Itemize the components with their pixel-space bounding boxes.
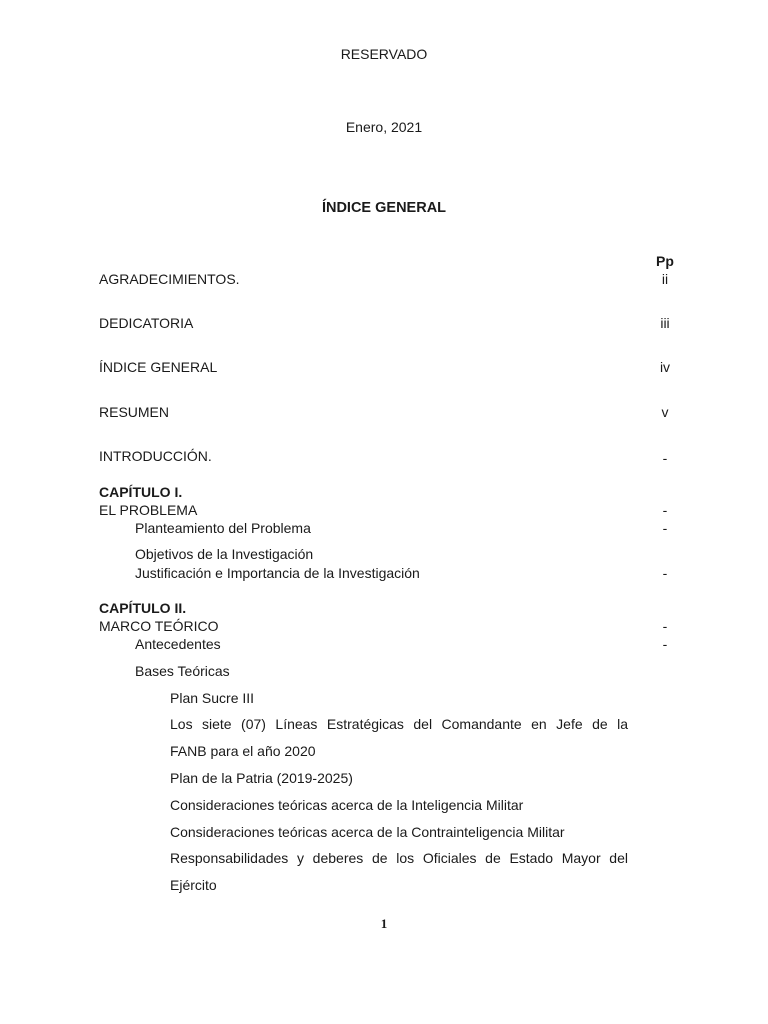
toc-subentry-label: Planteamiento del Problema: [135, 520, 311, 536]
page-number: 1: [380, 916, 388, 931]
toc-entry-page: iii: [660, 315, 670, 331]
chapter-number: CAPÍTULO I.: [99, 484, 183, 500]
toc-subentry-page: -: [662, 520, 668, 536]
toc-entry-page: iv: [659, 359, 671, 375]
toc-entry-label: INTRODUCCIÓN.: [99, 448, 212, 464]
toc-entry-page: v: [661, 404, 669, 420]
toc-subsubentry-label: Plan de la Patria (2019-2025): [170, 770, 353, 786]
chapter-title-page: -: [662, 618, 668, 634]
toc-subentry-label: Objetivos de la Investigación: [135, 546, 314, 562]
chapter-number: CAPÍTULO II.: [99, 600, 187, 616]
toc-subsubentry-label: Plan Sucre III: [170, 690, 255, 706]
toc-subentry-page: -: [662, 636, 668, 652]
toc-subsubentry-label: Ejército: [170, 877, 217, 893]
toc-entry-label: DEDICATORIA: [99, 315, 194, 331]
document-date: Enero, 2021: [345, 119, 423, 135]
classification-label: RESERVADO: [340, 46, 428, 62]
chapter-title: MARCO TEÓRICO: [99, 618, 219, 634]
toc-subentry-label: Bases Teóricas: [135, 663, 230, 679]
chapter-title: EL PROBLEMA: [99, 502, 198, 518]
toc-subsubentry-label: Consideraciones teóricas acerca de la Inteligencia Militar: [170, 797, 524, 813]
toc-subsubentry-label: Consideraciones teóricas acerca de la Contrainteligencia Militar: [170, 824, 565, 840]
toc-entry-label: ÍNDICE GENERAL: [99, 359, 218, 375]
toc-subsubentry-label: Los siete (07) Líneas Estratégicas del Comandante en Jefe de la: [170, 716, 628, 732]
toc-subsubentry-label: Responsabilidades y deberes de los Oficiales de Estado Mayor del: [170, 850, 628, 866]
page-column-label: Pp: [656, 253, 674, 269]
toc-subentry-page: -: [662, 565, 668, 581]
page-title: [0, 198, 768, 215]
chapter-title-page: -: [662, 502, 668, 518]
page-title-text: ÍNDICE GENERAL: [321, 200, 447, 215]
toc-entry-page: ii: [661, 271, 669, 287]
toc-entry-page: -: [662, 450, 668, 466]
toc-entry-label: RESUMEN: [99, 404, 170, 420]
toc-entry-label: AGRADECIMIENTOS.: [99, 271, 240, 287]
toc-subentry-label: Justificación e Importancia de la Investigación: [135, 565, 420, 581]
toc-subentry-label: Antecedentes: [135, 636, 221, 652]
toc-subsubentry-label: FANB para el año 2020: [170, 743, 316, 759]
